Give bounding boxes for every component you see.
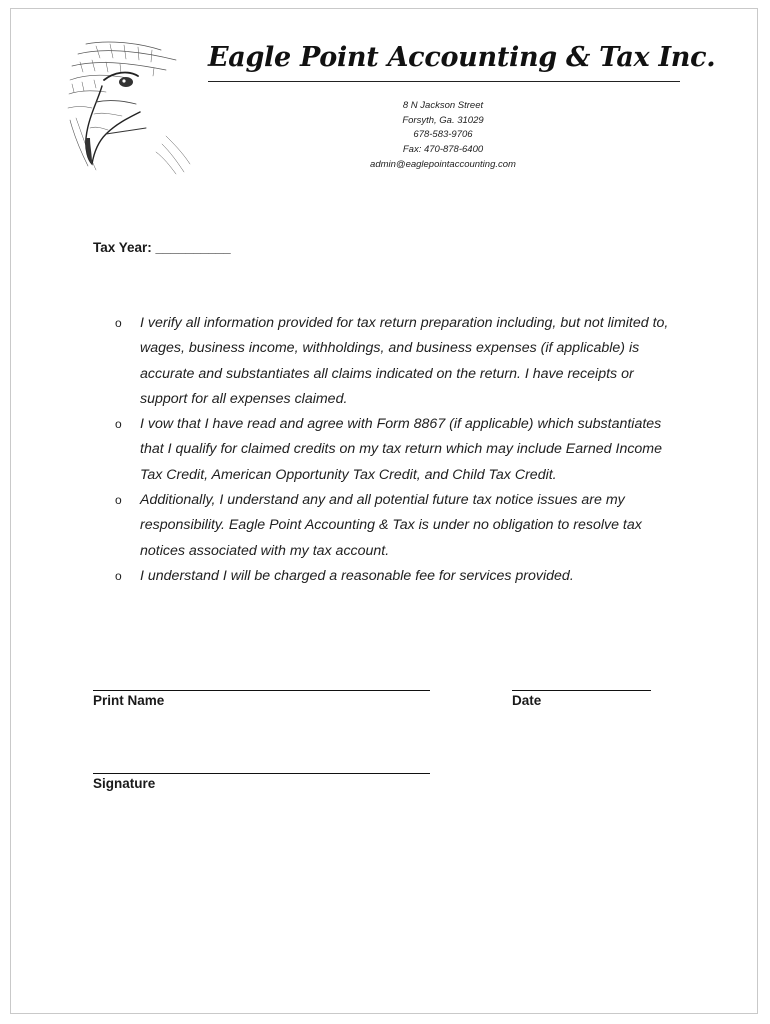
fax-number: Fax: 470-878-6400 xyxy=(402,144,484,156)
date-label: Date xyxy=(512,693,542,708)
address-line-1: 8 N Jackson Street xyxy=(402,100,484,111)
signature-label: Signature xyxy=(93,776,156,791)
company-name: Eagle Point Accounting & Tax Inc. xyxy=(208,42,716,73)
print-name-line[interactable] xyxy=(93,690,430,691)
bullet-circle-icon: o xyxy=(115,493,122,508)
statement-item xyxy=(113,488,673,564)
eagle-logo-image xyxy=(66,40,194,176)
signature-line[interactable] xyxy=(93,773,430,774)
statement-text: I verify all information provided for tax return preparation including, but not limited to, wages, business income, withholdings, and business expenses (if applicable) is accurate and substantiates all claims indicated on the return. I have receipts or support for all expenses claimed. xyxy=(140,315,669,407)
bullet-circle-icon: o xyxy=(115,417,122,432)
statement-item xyxy=(113,311,673,412)
contact-block xyxy=(340,99,546,173)
statement-text: Additionally, I understand any and all potential future tax notice issues are my responsibility. Eagle Point Accounting & Tax is under no obligation to resolve tax notices associated with my tax account. xyxy=(140,492,642,559)
statement-text: I understand I will be charged a reasonable fee for services provided. xyxy=(140,567,574,584)
statement-item xyxy=(113,412,673,488)
print-name-label: Print Name xyxy=(93,693,165,708)
statement-text: I vow that I have read and agree with Form 8867 (if applicable) which substantiates that I qualify for claimed credits on my tax return which may include Earned Income Tax Credit, American Opportunity Tax Credit, and Child Tax Credit. xyxy=(140,416,663,483)
email-address: admin@eaglepointaccounting.com xyxy=(370,158,516,170)
address-line-2: Forsyth, Ga. 31029 xyxy=(402,114,484,126)
title-underline xyxy=(208,81,680,82)
bullet-circle-icon: o xyxy=(115,568,122,583)
statement-list xyxy=(113,311,673,589)
tax-year-field[interactable]: Tax Year: __________ xyxy=(93,240,231,255)
date-line[interactable] xyxy=(512,690,651,691)
statement-item xyxy=(113,564,673,589)
bullet-circle-icon: o xyxy=(115,316,122,330)
phone-number: 678-583-9706 xyxy=(413,129,473,141)
